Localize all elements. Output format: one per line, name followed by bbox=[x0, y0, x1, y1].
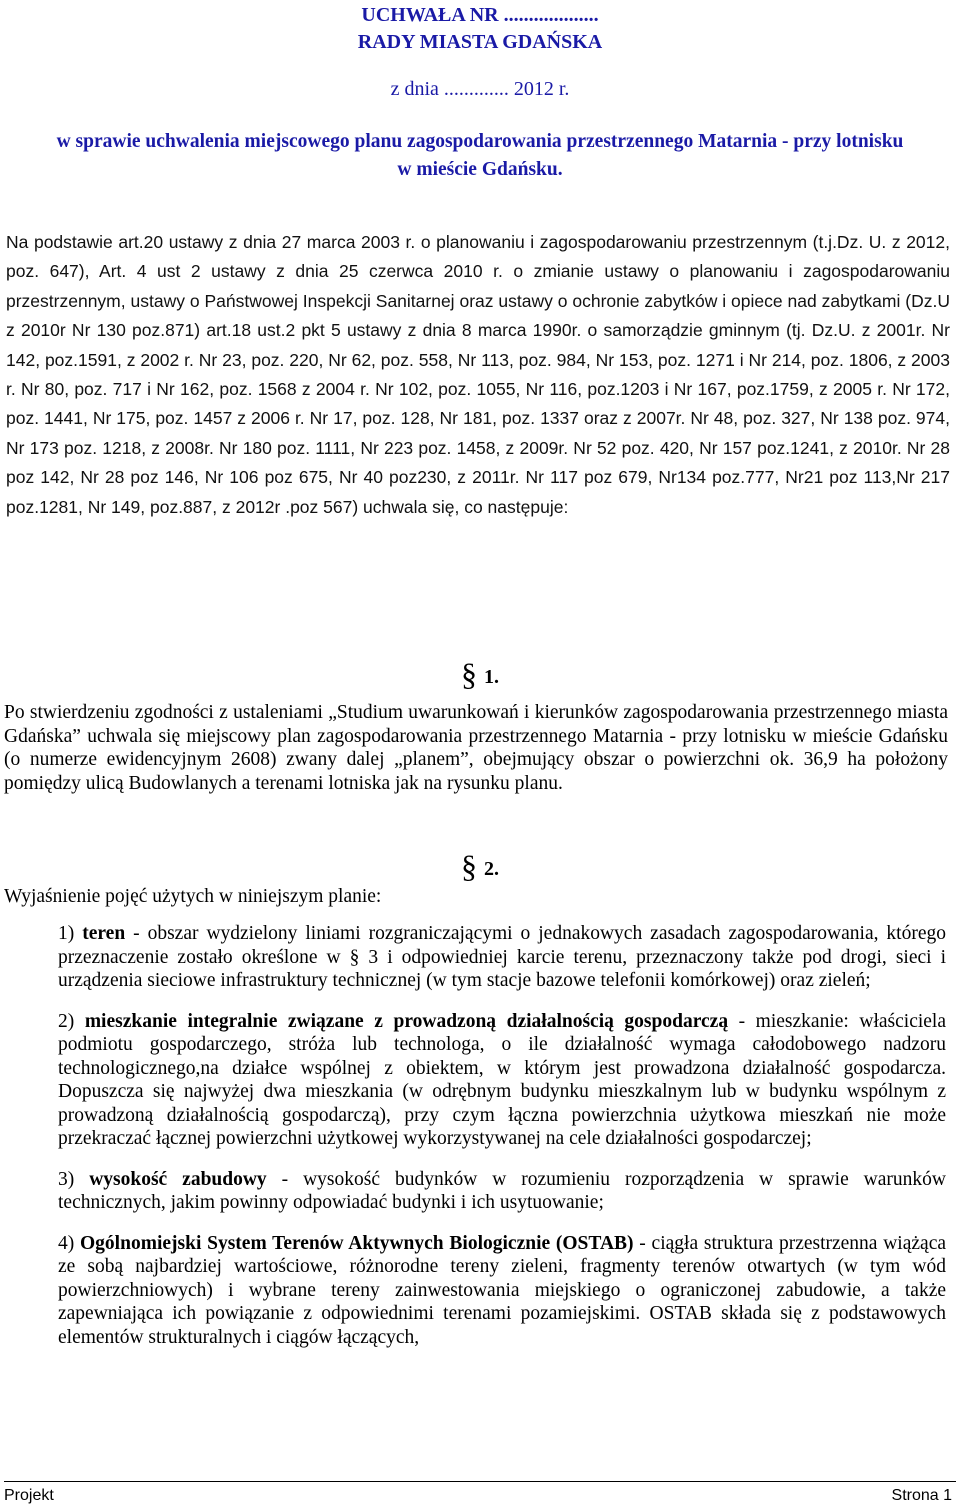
definition-item bbox=[58, 1010, 946, 1151]
section-2-heading bbox=[0, 848, 960, 885]
section-1-heading bbox=[0, 656, 960, 693]
definition-item bbox=[58, 922, 946, 993]
section-number: 1. bbox=[484, 666, 499, 688]
council-name: RADY MIASTA GDAŃSKA bbox=[357, 31, 603, 53]
definition-term: teren bbox=[82, 923, 126, 944]
definition-term: wysokość zabudowy bbox=[89, 1168, 267, 1190]
definitions-list bbox=[58, 922, 946, 1366]
definition-text: - ciągła struktura przestrzenna wiążąca ze sobą najbardziej wartościowe, różnorodne tereny zieleni, fragmenty terenów otwartych (w tym wód powierzchniowych) i wybrane tereny zainwestowania miejskiego o ograniczonej zabudowie, a także zapewniająca ich powiązanie z odpowiednimi terenami pozamiejskimi. OSTAB składa się z podstawowych elementów strukturalnych i ciągów łączących, bbox=[58, 1232, 947, 1348]
resolution-date: z dnia ............. 2012 r. bbox=[390, 78, 570, 100]
definition-term: Ogólnomiejski System Terenów Aktywnych Biologicznie (OSTAB) bbox=[80, 1232, 634, 1254]
subject-line-1: w sprawie uchwalenia miejscowego planu zagospodarowania przestrzennego Matarnia - przy lotnisku bbox=[56, 131, 904, 152]
definition-number: 1) bbox=[58, 923, 75, 944]
resolution-number: UCHWAŁA NR ................... bbox=[361, 4, 599, 26]
definition-number: 2) bbox=[58, 1010, 75, 1032]
definition-item bbox=[58, 1168, 946, 1215]
definition-text: - wysokość budynków w rozumieniu rozporządzenia w sprawie warunków technicznych, jakim powinny odpowiadać budynki i ich usytuowanie; bbox=[58, 1168, 946, 1213]
definition-number: 4) bbox=[58, 1232, 75, 1254]
footer-draft-label: Projekt bbox=[4, 1487, 54, 1504]
definition-text: - mieszkanie: właściciela podmiotu gospodarczego, stróża lub technologa, o ile działalność wymaga całodobowego nadzoru technologicznego,na działce wspólnej z obiektem, w którym jest prowadzona działalność gospodarcza. Dopuszcza się najwyżej dwa mieszkania (w odrębnym budynku mieszkalnym lub w budynku wspólnym z prowadzoną działalnością gospodarczą), przy czym łączna powierzchnia użytkowa mieszkań nie może przekraczać łącznej powierzchni użytkowej wykorzystywanej na cele działalności gospodarczej; bbox=[58, 1010, 946, 1149]
definition-text: - obszar wydzielony liniami rozgraniczającymi o jednakowych zasadach zagospodarowania, którego przeznaczenie zostało określone w § 3 i odpowiedniej karcie terenu, przeznaczony także pod drogi, sieci i urządzenia sieciowe infrastruktury technicznej (w tym stacje bazowe telefonii komórkowej) oraz zieleń; bbox=[58, 923, 947, 991]
resolution-subject bbox=[4, 128, 956, 184]
definition-item bbox=[58, 1232, 946, 1350]
subject-line-2: w mieście Gdańsku. bbox=[397, 159, 563, 180]
footer-page-number: Strona 1 bbox=[891, 1487, 952, 1504]
section-symbol: § bbox=[461, 848, 477, 884]
legal-basis: Na podstawie art.20 ustawy z dnia 27 marca 2003 r. o planowaniu i zagospodarowaniu przestrzennym (t.j.Dz. U. z 2012, poz. 647), Art. 4 ust 2 ustawy z dnia 25 czerwca 2010 r. o zmianie ustawy o planowaniu i zagospodarowaniu przestrzennym, ustawy o Państwowej Inspekcji Sanitarnej oraz ustawy o ochronie zabytków i opiece nad zabytkami (Dz.U z 2010r Nr 130 poz.871) art.18 ust.2 pkt 5 ustawy z dnia 8 marca 1990r. o samorządzie gminnym (tj. Dz.U. z 2001r. Nr 142, poz.1591, z 2002 r. Nr 23, poz. 220, Nr 62, poz. 558, Nr 113, poz. 984, Nr 153, poz. 1271 i Nr 214, poz. 1806, z 2003 r. Nr 80, poz. 717 i Nr 162, poz. 1568 z 2004 r. Nr 102, poz. 1055, Nr 116, poz.1203 i Nr 167, poz.1759, z 2005 r. Nr 172, poz. 1441, Nr 175, poz. 1457 z 2006 r. Nr 17, poz. 128, Nr 181, poz. 1337 oraz z 2007r. Nr 48, poz. 327, Nr 138 poz. 974, Nr 173 poz. 1218, z 2008r. Nr 180 poz. 1111, Nr 223 poz. 1458, z 2009r. Nr 52 poz. 420, Nr 157 poz.1241, z 2010r. Nr 28 poz 142, Nr 28 poz 146, Nr 106 poz 675, Nr 40 poz230, z 2011r. Nr 117 poz 679, Nr134 poz.777, Nr21 poz 113,Nr 217 poz.1281, Nr 149, poz.887, z 2012r .poz 567) uchwala się, co następuje: bbox=[6, 232, 950, 517]
definition-number: 3) bbox=[58, 1168, 75, 1190]
section-1-text: Po stwierdzeniu zgodności z ustaleniami „Studium uwarunkowań i kierunków zagospodarowania przestrzennego miasta Gdańska” uchwala się miejscowy plan zagospodarowania przestrzennego Matarnia - przy lotnisku w mieście Gdańsku (o numerze ewidencyjnym 2608) zwany dalej „planem”, obejmujący obszar o powierzchni ok. 36,9 ha położony pomiędzy ulicą Budowlanych a terenami lotniska jak na rysunku planu. bbox=[4, 702, 948, 794]
resolution-title bbox=[0, 2, 960, 56]
section-symbol: § bbox=[461, 656, 477, 692]
definitions-intro: Wyjaśnienie pojęć użytych w niniejszym planie: bbox=[4, 886, 382, 907]
footer-divider bbox=[4, 1481, 956, 1482]
definition-term: mieszkanie integralnie związane z prowadzoną działalnością gospodarczą bbox=[84, 1010, 729, 1032]
section-number: 2. bbox=[484, 858, 499, 880]
